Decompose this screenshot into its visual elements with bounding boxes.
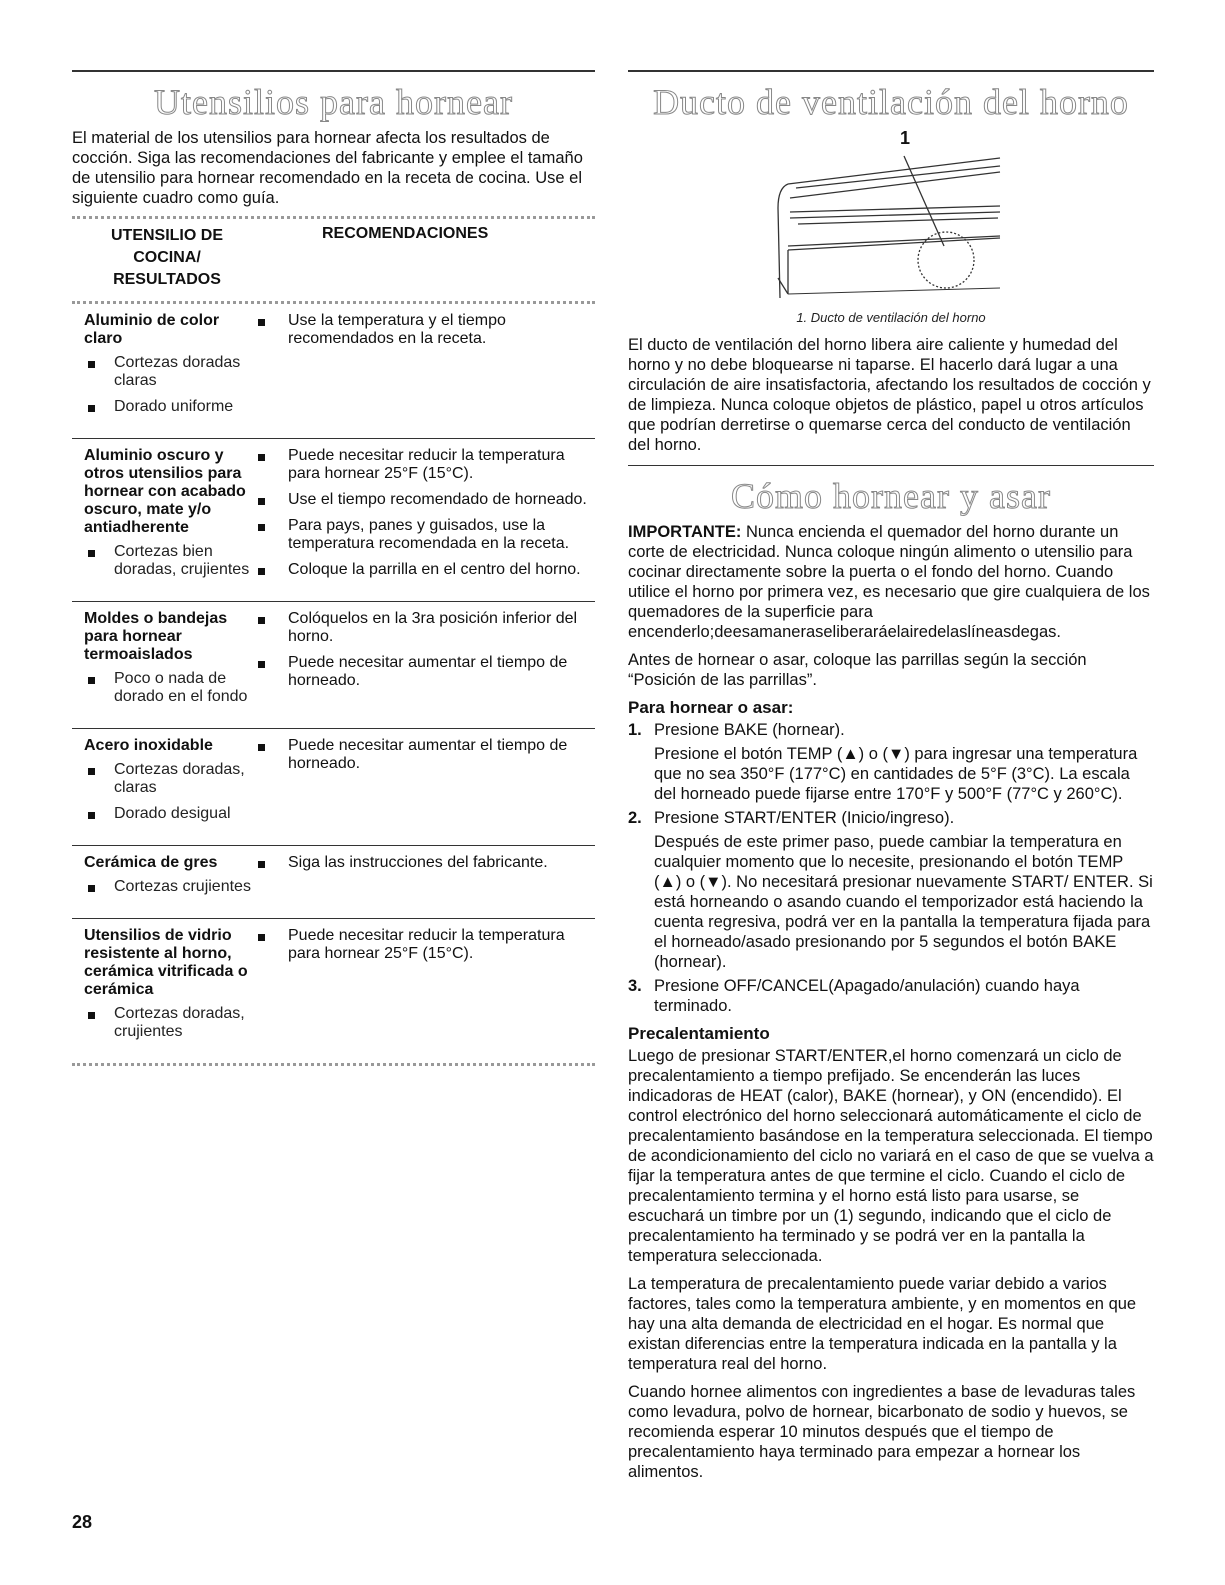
utensil-cell <box>72 312 252 424</box>
recommendation-item: Para pays, panes y guisados, use la temperatura recomendada en la receta. <box>258 517 595 553</box>
header-utensil <box>72 225 262 291</box>
important-label: IMPORTANTE: <box>628 523 742 541</box>
utensil-name: Cerámica de gres <box>84 854 218 871</box>
recommendation-item: Colóquelos en la 3ra posición inferior del horno. <box>258 610 595 646</box>
result-item: Cortezas crujientes <box>84 878 252 896</box>
right-column <box>628 70 1154 1490</box>
step-detail: Presione el botón TEMP (▲) o (▼) para ingresar una temperatura que no sea 350°F (177°C) en cantidades de 5°F (3°C). La escala del horneado puede fijarse entre 170°F y 500°F (77°C y 260°C). <box>654 745 1138 803</box>
utensil-cell <box>72 610 252 714</box>
oven-vent-illustration <box>628 128 1154 304</box>
top-rule-left <box>72 70 595 72</box>
vent-caption: 1. Ducto de ventilación del horno <box>796 310 986 325</box>
step-number: 2. <box>628 809 642 827</box>
utensils-intro: El material de los utensilios para hornear afecta los resultados de cocción. Siga las recomendaciones del fabricante y emplee el tamaño de utensilio para hornear recomendado en la receta de cocina. Use el siguiente cuadro como guía. <box>72 129 583 207</box>
utensil-name: Aluminio oscuro y otros utensilios para hornear con acabado oscuro, mate y/o antiadherente <box>84 447 246 536</box>
table-header <box>72 219 595 301</box>
important-text: Nunca encienda el quemador del horno durante un corte de electricidad. Nunca coloque ningún alimento o utensilio para cocinar directamente sobre la puerta o el fondo del horno. Cuando utilice el horno por primera vez, es necesario que gire cualquiera de los quemadores de la superficie para encenderlo;deesamaneraseliberaráelairedelaslíneasdegas. <box>628 523 1150 641</box>
guide-table <box>72 304 595 1063</box>
bake-step <box>628 808 1154 972</box>
guide-row <box>72 439 595 602</box>
important-note <box>628 522 1154 642</box>
recommendation-cell <box>252 447 595 587</box>
utensil-cell <box>72 854 252 904</box>
step-main: Presione OFF/CANCEL(Apagado/anulación) cuando haya terminado. <box>654 977 1080 1015</box>
header-recommendations: RECOMENDACIONES <box>322 225 489 242</box>
utensil-name: Moldes o bandejas para hornear termoaislados <box>84 610 228 663</box>
left-column <box>72 70 595 1066</box>
recommendation-cell <box>252 927 595 1049</box>
guide-row <box>72 304 595 439</box>
recommendation-item: Puede necesitar reducir la temperatura para hornear 25°F (15°C). <box>258 447 595 483</box>
utensil-cell <box>72 927 252 1049</box>
section-title-vent: Ducto de ventilación del horno <box>653 82 1129 122</box>
before-baking-note: Antes de hornear o asar, coloque las parrillas según la sección “Posición de las parrillas”. <box>628 651 1087 689</box>
preheat-heading: Precalentamiento <box>628 1024 770 1043</box>
section-title-utensils: Utensilios para hornear <box>154 82 513 122</box>
guide-row <box>72 919 595 1063</box>
recommendation-item: Use la temperatura y el tiempo recomendados en la receta. <box>258 312 595 348</box>
preheat-paragraph-2: La temperatura de precalentamiento puede variar debido a varios factores, tales como la temperatura ambiente, y en momentos en que hay una alta demanda de electricidad en el hogar. Es normal que existan diferencias entre la temperatura indicada en la pantalla y la temperatura real del horno. <box>628 1275 1137 1373</box>
result-item: Dorado uniforme <box>84 398 252 416</box>
recommendation-cell <box>252 737 595 831</box>
preheat-paragraph-1: Luego de presionar START/ENTER,el horno comenzará un ciclo de precalentamiento a tiempo prefijado. Se encenderán las luces indicadoras de HEAT (calor), BAKE (hornear), y ON (encendido). El control electrónico del horno seleccionará automáticamente el ciclo de precalentamiento basándose en la temperatura seleccionada. El tiempo de acondicionamiento del ciclo no variará en el caso de que se vuelva a fijar la temperatura antes de que termine el ciclo. Cuando el ciclo de precalentamiento termina y el horno está listo para usarse, se escuchará un timbre por un (1) segundo, indicando que el ciclo de precalentamiento ha terminado y se podrá ver en la pantalla la temperatura seleccionada. <box>628 1047 1154 1265</box>
utensil-cell <box>72 737 252 831</box>
bake-steps <box>628 720 1154 1016</box>
step-main: Presione BAKE (hornear). <box>654 721 845 739</box>
result-item: Poco o nada de dorado en el fondo <box>84 670 252 706</box>
bake-step <box>628 976 1154 1016</box>
step-detail: Después de este primer paso, puede cambiar la temperatura en cualquier momento que lo necesite, presionando el botón TEMP (▲) o (▼). No necesitará presionar nuevamente START/ ENTER. Si está horneando o asando cuando el temporizador está haciendo la cuenta regresiva, podrá ver en la pantalla la temperatura fijada para el horneado/asado presionando por 5 segundos el botón BAKE (hornear). <box>654 833 1153 971</box>
guide-row <box>72 602 595 729</box>
result-item: Cortezas doradas, crujientes <box>84 1005 252 1041</box>
guide-row <box>72 729 595 846</box>
bake-step <box>628 720 1154 804</box>
page-number: 28 <box>72 1512 93 1532</box>
top-rule-right <box>628 70 1154 72</box>
mid-rule <box>628 465 1154 466</box>
vent-description: El ducto de ventilación del horno libera aire caliente y humedad del horno y no debe bloquearse ni taparse. El hacerlo dará lugar a una circulación de aire insatisfactoria, afectando los resultados de cocción y de limpieza. Nunca coloque objetos de plástico, papel u otros artículos que podrían derretirse o quemarse cerca del conducto de ventilación del horno. <box>628 336 1151 454</box>
step-main: Presione START/ENTER (Inicio/ingreso). <box>654 809 955 827</box>
utensil-name: Utensilios de vidrio resistente al horno, cerámica vitrificada o cerámica <box>84 927 248 998</box>
table-bottom-divider <box>72 1063 595 1066</box>
recommendation-cell <box>252 610 595 714</box>
header-utensil-line3: RESULTADOS <box>113 271 221 288</box>
result-item: Cortezas bien doradas, crujientes <box>84 543 252 579</box>
result-item: Cortezas doradas claras <box>84 354 252 390</box>
recommendation-cell <box>252 312 595 424</box>
section-title-bake: Cómo hornear y asar <box>731 476 1051 516</box>
header-utensil-line1: UTENSILIO DE <box>110 227 223 244</box>
step-number: 1. <box>628 721 642 739</box>
guide-row <box>72 846 595 919</box>
recommendation-item: Puede necesitar reducir la temperatura para hornear 25°F (15°C). <box>258 927 595 963</box>
result-item: Cortezas doradas, claras <box>84 761 252 797</box>
recommendation-item: Use el tiempo recomendado de horneado. <box>258 491 595 509</box>
utensil-name: Acero inoxidable <box>84 737 213 754</box>
steps-heading: Para hornear o asar: <box>628 698 794 717</box>
utensil-name: Aluminio de color claro <box>84 312 220 347</box>
recommendation-item: Puede necesitar aumentar el tiempo de horneado. <box>258 737 595 773</box>
vent-callout-number: 1 <box>900 128 911 148</box>
recommendation-item: Siga las instrucciones del fabricante. <box>258 854 595 872</box>
result-item: Dorado desigual <box>84 805 252 823</box>
vent-figure <box>628 128 1154 304</box>
recommendation-cell <box>252 854 595 904</box>
recommendation-item: Coloque la parrilla en el centro del horno. <box>258 561 595 579</box>
recommendation-item: Puede necesitar aumentar el tiempo de horneado. <box>258 654 595 690</box>
header-utensil-line2: COCINA/ <box>133 249 201 266</box>
preheat-paragraph-3: Cuando hornee alimentos con ingredientes a base de levaduras tales como levadura, polvo de hornear, bicarbonato de sodio y huevos, se recomienda esperar 10 minutos después que el tiempo de precalentamiento haya terminado para empezar a hornear los alimentos. <box>628 1383 1136 1481</box>
utensil-cell <box>72 447 252 587</box>
step-number: 3. <box>628 977 642 995</box>
